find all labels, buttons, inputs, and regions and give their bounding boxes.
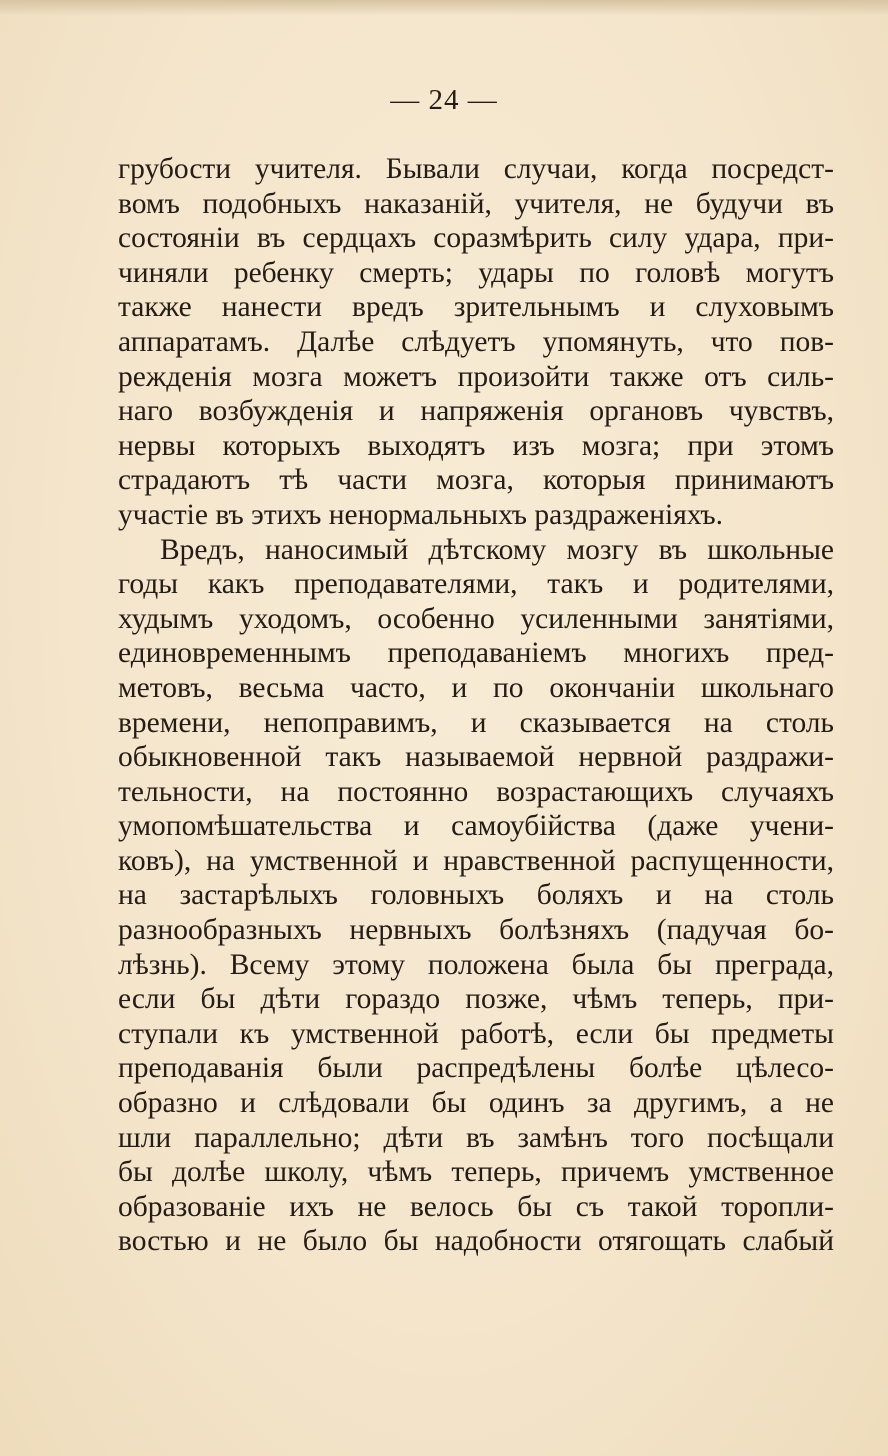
text-line-12: Вредъ, наносимый дѣтскому мозгу въ школьные (160, 533, 834, 566)
text-line-24: лѣзнь). Всему этому положена была бы преграда, (118, 948, 834, 981)
text-line-18: обыкновенной такъ называемой нервной раздражи- (118, 741, 834, 774)
text-line-17: времени, непоправимъ, и сказывается на столь (118, 706, 834, 739)
text-line-3: состояніи въ сердцахъ соразмѣрить силу удара, при- (118, 222, 834, 255)
text-line-31: образованіе ихъ не велось бы съ такой торопли- (118, 1190, 834, 1223)
text-line-30: бы долѣе школу, чѣмъ теперь, причемъ умственное (118, 1156, 834, 1189)
text-line-21: ковъ), на умственной и нравственной распущенности, (118, 844, 834, 877)
text-line-9: нервы которыхъ выходятъ изъ мозга; при этомъ (118, 429, 834, 462)
text-line-2: вомъ подобныхъ наказаній, учителя, не будучи въ (118, 187, 834, 220)
page-number: — 24 — (390, 84, 498, 116)
text-line-5: также нанести вредъ зрительнымъ и слуховымъ (118, 291, 834, 324)
text-line-6: аппаратамъ. Далѣе слѣдуетъ упомянуть, что пов- (118, 325, 834, 358)
text-line-23: разнообразныхъ нервныхъ болѣзняхъ (падучая бо- (118, 914, 834, 947)
text-line-8: наго возбужденія и напряженія органовъ чувствъ, (118, 395, 834, 428)
text-line-15: единовременнымъ преподаваніемъ многихъ пред- (118, 637, 834, 670)
text-line-27: преподаванія были распредѣлены болѣе цѣлесо- (118, 1052, 834, 1085)
body-text (118, 152, 834, 1259)
text-line-7: режденія мозга можетъ произойти также отъ силь- (118, 360, 834, 393)
text-line-25: если бы дѣти гораздо позже, чѣмъ теперь, при- (118, 983, 834, 1016)
text-line-20: умопомѣшательства и самоубійства (даже учени- (118, 810, 834, 843)
text-line-26: ступали къ умственной работѣ, если бы предметы (118, 1017, 834, 1050)
text-line-19: тельности, на постоянно возрастающихъ случаяхъ (118, 775, 834, 808)
text-line-4: чиняли ребенку смерть; удары по головѣ могутъ (118, 256, 834, 289)
text-line-32: востью и не было бы надобности отягощать слабый (118, 1225, 834, 1258)
page-edge-shadow (0, 0, 888, 16)
text-line-22: на застарѣлыхъ головныхъ боляхъ и на столь (118, 879, 834, 912)
text-line-13: годы какъ преподавателями, такъ и родителями, (118, 568, 834, 601)
text-line-10: страдаютъ тѣ части мозга, которыя принимаютъ (118, 464, 834, 497)
text-line-28: образно и слѣдовали бы одинъ за другимъ, а не (118, 1087, 834, 1120)
text-line-16: метовъ, весьма часто, и по окончаніи школьнаго (118, 671, 834, 704)
text-line-1: грубости учителя. Бывали случаи, когда посредст- (118, 153, 834, 185)
text-line-11: участіе въ этихъ ненормальныхъ раздраженіяхъ. (118, 498, 724, 531)
text-line-14: худымъ уходомъ, особенно усиленными занятіями, (118, 602, 834, 635)
text-line-29: шли параллельно; дѣти въ замѣнъ того посѣщали (118, 1121, 834, 1154)
